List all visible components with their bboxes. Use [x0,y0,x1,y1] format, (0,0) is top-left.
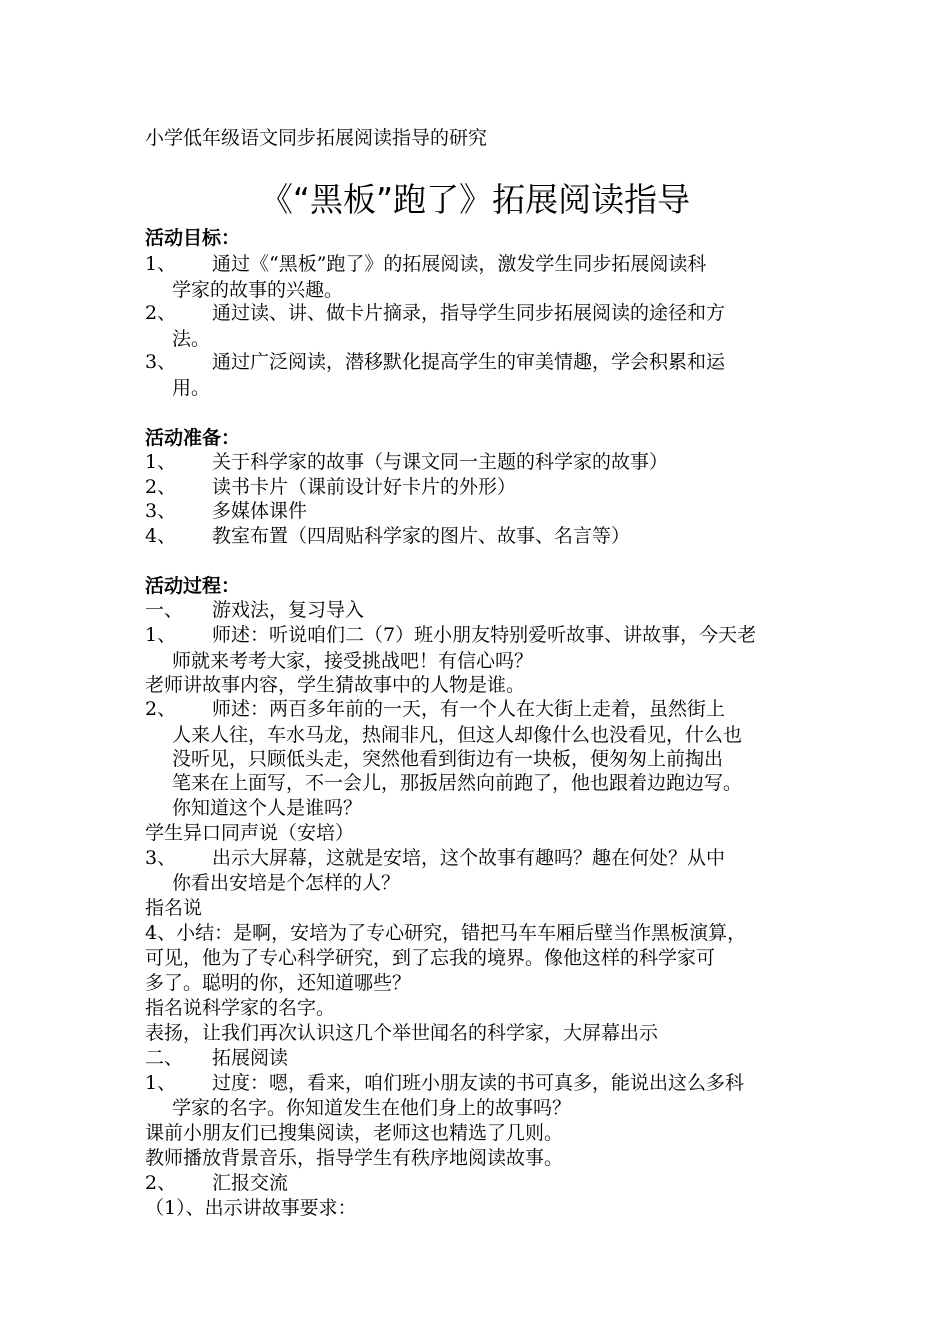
section-1-number: 一、 [145,599,184,621]
process-item-1-line-1: 师述：听说咱们二（7）班小朋友特别爱听故事、讲故事，今天老 [212,624,757,646]
process-item-1-number: 1、 [145,624,177,646]
section-2-text: 拓展阅读 [212,1047,289,1069]
note-5: 表扬，让我们再次认识这几个举世闻名的科学家，大屏幕出示 [145,1022,659,1044]
note-1: 老师讲故事内容，学生猜故事中的人物是谁。 [145,674,526,696]
prep-2-text: 读书卡片（课前设计好卡片的外形） [212,476,517,498]
prep-2-number: 2、 [145,476,177,498]
process-item-4-number: 1、 [145,1072,177,1094]
summary-line-3: 多了。聪明的你，还知道哪些？ [145,972,412,994]
sub-item-1: （1）、出示讲故事要求： [145,1197,357,1219]
summary-line-1: 4、小结：是啊，安培为了专心研究，错把马车车厢后壁当作黑板演算， [145,922,747,944]
process-item-2-number: 2、 [145,698,177,720]
process-item-3-number: 3、 [145,847,177,869]
note-2: 学生异口同声说（安培） [145,822,355,844]
goal-3-line-2: 用。 [172,377,211,399]
process-item-2-line-4: 笔来在上面写，不一会儿，那扳居然向前跑了，他也跟着边跑边写。 [172,772,743,794]
process-item-2-line-2: 人来人往，车水马龙，热闹非凡，但这人却像什么也没看见，什么也 [172,724,743,746]
goals-heading: 活动目标： [145,227,241,249]
process-item-4-line-1: 过度：嗯，看来，咱们班小朋友读的书可真多，能说出这么多科 [212,1072,745,1094]
prep-4-number: 4、 [145,525,177,547]
process-item-4-line-2: 学家的名字。你知道发生在他们身上的故事吗？ [172,1097,572,1119]
goal-1-line-1: 通过《“黑板”跑了》的拓展阅读，激发学生同步拓展阅读科 [212,253,707,275]
process-item-5-text: 汇报交流 [212,1172,289,1194]
goal-2-number: 2、 [145,302,177,324]
prep-1-text: 关于科学家的故事（与课文同一主题的科学家的故事） [212,451,669,473]
summary-line-2: 可见，他为了专心科学研究，到了忘我的境界。像他这样的科学家可 [145,947,716,969]
process-item-2-line-1: 师述：两百多年前的一天，有一个人在大街上走着，虽然街上 [212,698,726,720]
goal-3-line-1: 通过广泛阅读，潜移默化提高学生的审美情趣，学会积累和运 [212,351,726,373]
goal-2-line-1: 通过读、讲、做卡片摘录，指导学生同步拓展阅读的途径和方 [212,302,726,324]
prep-3-number: 3、 [145,500,177,522]
goal-1-number: 1、 [145,253,177,275]
prep-heading: 活动准备： [145,427,241,449]
section-1-text: 游戏法，复习导入 [212,599,365,621]
process-item-5-number: 2、 [145,1172,177,1194]
prep-3-text: 多媒体课件 [212,500,308,522]
process-item-2-line-3: 没听见，只顾低头走，突然他看到街边有一块板，便匆匆上前掏出 [172,748,724,770]
note-4: 指名说科学家的名字。 [145,997,336,1019]
document-subtitle: 小学低年级语文同步拓展阅读指导的研究 [145,127,488,149]
note-7: 教师播放背景音乐，指导学生有秩序地阅读故事。 [145,1147,564,1169]
process-item-3-line-1: 出示大屏幕，这就是安培，这个故事有趣吗？趣在何处？从中 [212,847,726,869]
goal-2-line-2: 法。 [172,328,211,350]
process-item-3-line-2: 你看出安培是个怎样的人？ [172,872,401,894]
section-2-number: 二、 [145,1047,184,1069]
document-title: 《“黑板”跑了》拓展阅读指导 [259,180,691,219]
goal-3-number: 3、 [145,351,177,373]
process-item-2-line-5: 你知道这个人是谁吗？ [172,797,363,819]
note-3: 指名说 [145,897,203,919]
note-6: 课前小朋友们已搜集阅读，老师这也精选了几则。 [145,1122,564,1144]
process-heading: 活动过程： [145,575,241,597]
prep-4-text: 教室布置（四周贴科学家的图片、故事、名言等） [212,525,631,547]
process-item-1-line-2: 师就来考考大家，接受挑战吧！有信心吗？ [172,650,534,672]
prep-1-number: 1、 [145,451,177,473]
goal-1-line-2: 学家的故事的兴趣。 [172,279,344,301]
